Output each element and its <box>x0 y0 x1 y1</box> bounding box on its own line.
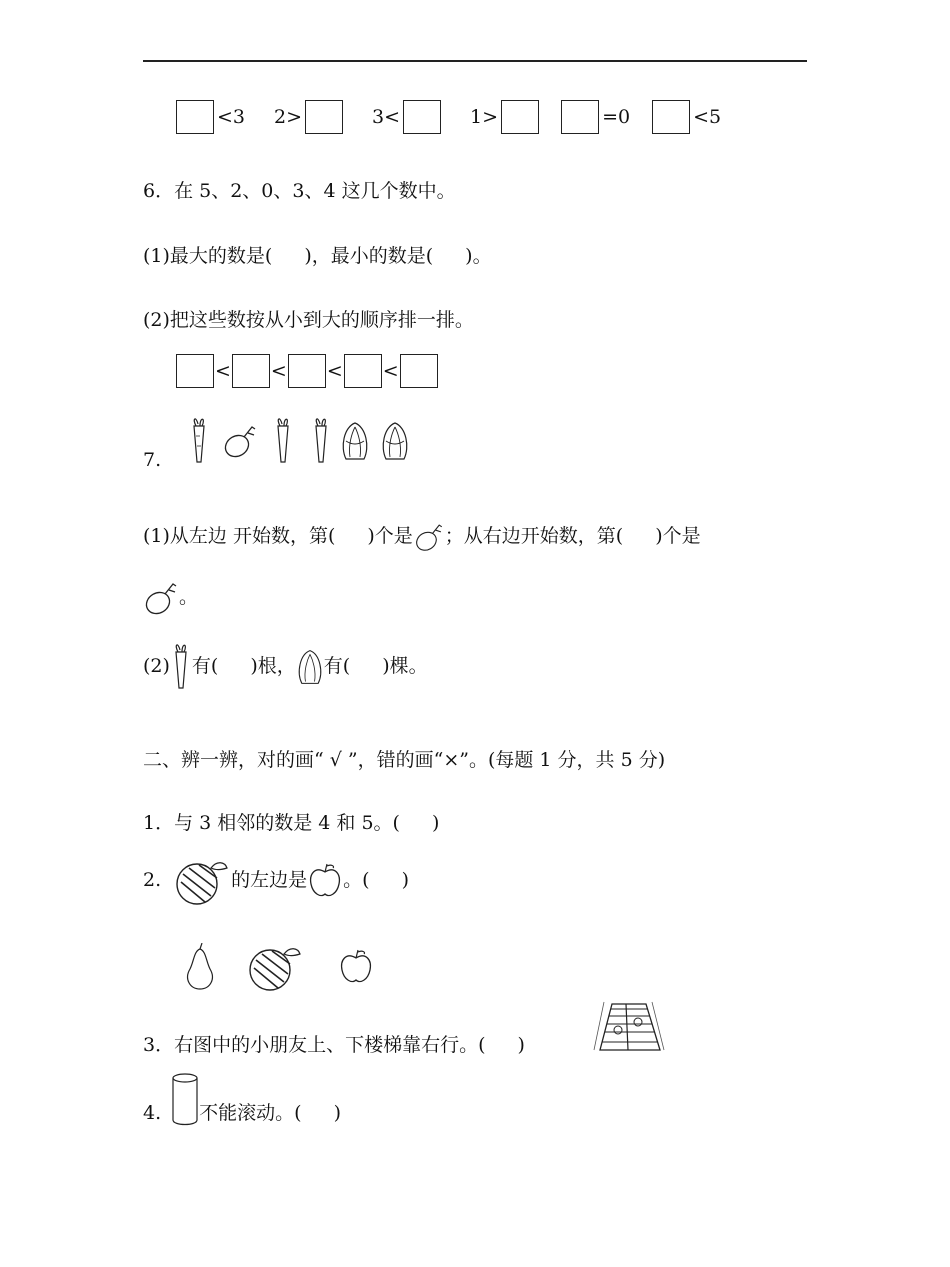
staircase-image <box>590 1000 668 1052</box>
cabbage-icon <box>380 419 410 463</box>
answer-box[interactable] <box>344 354 382 388</box>
q7-p2-text-d: 有( <box>323 655 351 677</box>
carrot-icon <box>170 642 192 692</box>
less-than: < <box>215 360 231 382</box>
judge-q4-number: 4. <box>143 1102 162 1124</box>
less-than: < <box>382 360 399 382</box>
less-than: < <box>270 360 287 382</box>
judge-q2 <box>143 856 409 906</box>
carrot-icon <box>272 416 294 466</box>
answer-box[interactable] <box>652 100 690 134</box>
q7-p2-text-b: 有( <box>191 655 219 677</box>
judge-q3 <box>143 1030 525 1057</box>
judge-q2-text: 的左边是 <box>231 869 308 891</box>
judge-q2-close: ) <box>401 869 409 891</box>
comparison-text: <5 <box>693 106 722 128</box>
eggplant-icon <box>413 520 445 554</box>
q6-p1-text-a: (1)最大的数是( <box>143 245 273 267</box>
carrot-icon <box>188 416 210 466</box>
cylinder-icon <box>171 1102 199 1126</box>
answer-box[interactable] <box>176 100 214 134</box>
q7-p2-text-c: )根， <box>250 655 296 677</box>
cabbage-icon <box>340 419 370 463</box>
judge-q1-close: ) <box>431 812 440 834</box>
q7-p2-text-a: (2) <box>143 655 170 677</box>
answer-box[interactable] <box>400 354 438 388</box>
cabbage-icon <box>296 647 324 687</box>
q7-p1-text-b: )个是 <box>367 525 413 547</box>
answer-box[interactable] <box>288 354 326 388</box>
comparison-text: =0 <box>602 106 631 128</box>
less-than: < <box>326 360 343 382</box>
pear-icon <box>182 943 218 991</box>
apple-icon <box>307 862 343 900</box>
answer-box[interactable] <box>501 100 539 134</box>
fruit-row <box>182 942 374 992</box>
question-7-part-2 <box>143 642 428 692</box>
q6-p1-text-c: )。 <box>465 245 492 267</box>
judge-q4-text: 不能滚动。( <box>199 1102 302 1124</box>
q7-p1-text-d: )个是 <box>655 525 701 547</box>
q7-p2-text-e: )棵。 <box>382 655 428 677</box>
question-7-part-1-cont <box>143 578 198 618</box>
comparison-row <box>176 100 724 134</box>
judge-q2-end: 。( <box>343 869 370 891</box>
judge-q3-close: ) <box>517 1034 525 1056</box>
header-rule <box>143 60 807 62</box>
comparison-text: 1> <box>470 106 499 128</box>
comparison-text: 3< <box>372 106 401 128</box>
apple-icon <box>338 947 374 987</box>
order-row <box>176 354 438 388</box>
q7-p1-text-c: ；从右边开始数，第( <box>444 525 624 547</box>
answer-box[interactable] <box>176 354 214 388</box>
comparison-text: <3 <box>217 106 246 128</box>
q7-p1-text-a: (1)从左边 开始数，第( <box>143 525 336 547</box>
answer-box[interactable] <box>403 100 441 134</box>
judge-q4 <box>143 1098 341 1126</box>
section-2-title: 二、辨一辨，对的画“ √ ”，错的画“×”。(每题 1 分，共 5 分) <box>143 749 666 771</box>
judge-q4-close: ) <box>333 1102 341 1124</box>
answer-box[interactable] <box>561 100 599 134</box>
judge-q1-text: 1．与 3 相邻的数是 4 和 5。( <box>143 812 400 834</box>
answer-box[interactable] <box>232 354 270 388</box>
comparison-text: 2> <box>274 106 303 128</box>
question-6-title: 6．在 5、2、0、3、4 这几个数中。 <box>143 180 456 202</box>
q7-p1-text-e: 。 <box>179 586 199 608</box>
carrot-icon <box>310 416 332 466</box>
eggplant-icon <box>143 578 179 618</box>
judge-q2-number: 2. <box>143 869 162 891</box>
question-7-number: 7. <box>143 449 162 471</box>
watermelon-icon <box>248 942 304 992</box>
answer-box[interactable] <box>305 100 343 134</box>
question-6-part-2: (2)把这些数按从小到大的顺序排一排。 <box>143 309 474 331</box>
question-7-part-1 <box>143 520 701 554</box>
eggplant-icon <box>222 421 258 461</box>
q6-p1-text-b: )，最小的数是( <box>304 245 434 267</box>
question-6-part-1 <box>143 241 492 268</box>
vegetable-row <box>188 416 410 466</box>
judge-q1 <box>143 808 439 835</box>
watermelon-icon <box>175 856 231 906</box>
judge-q3-text: 3．右图中的小朋友上、下楼梯靠右行。( <box>143 1034 486 1056</box>
